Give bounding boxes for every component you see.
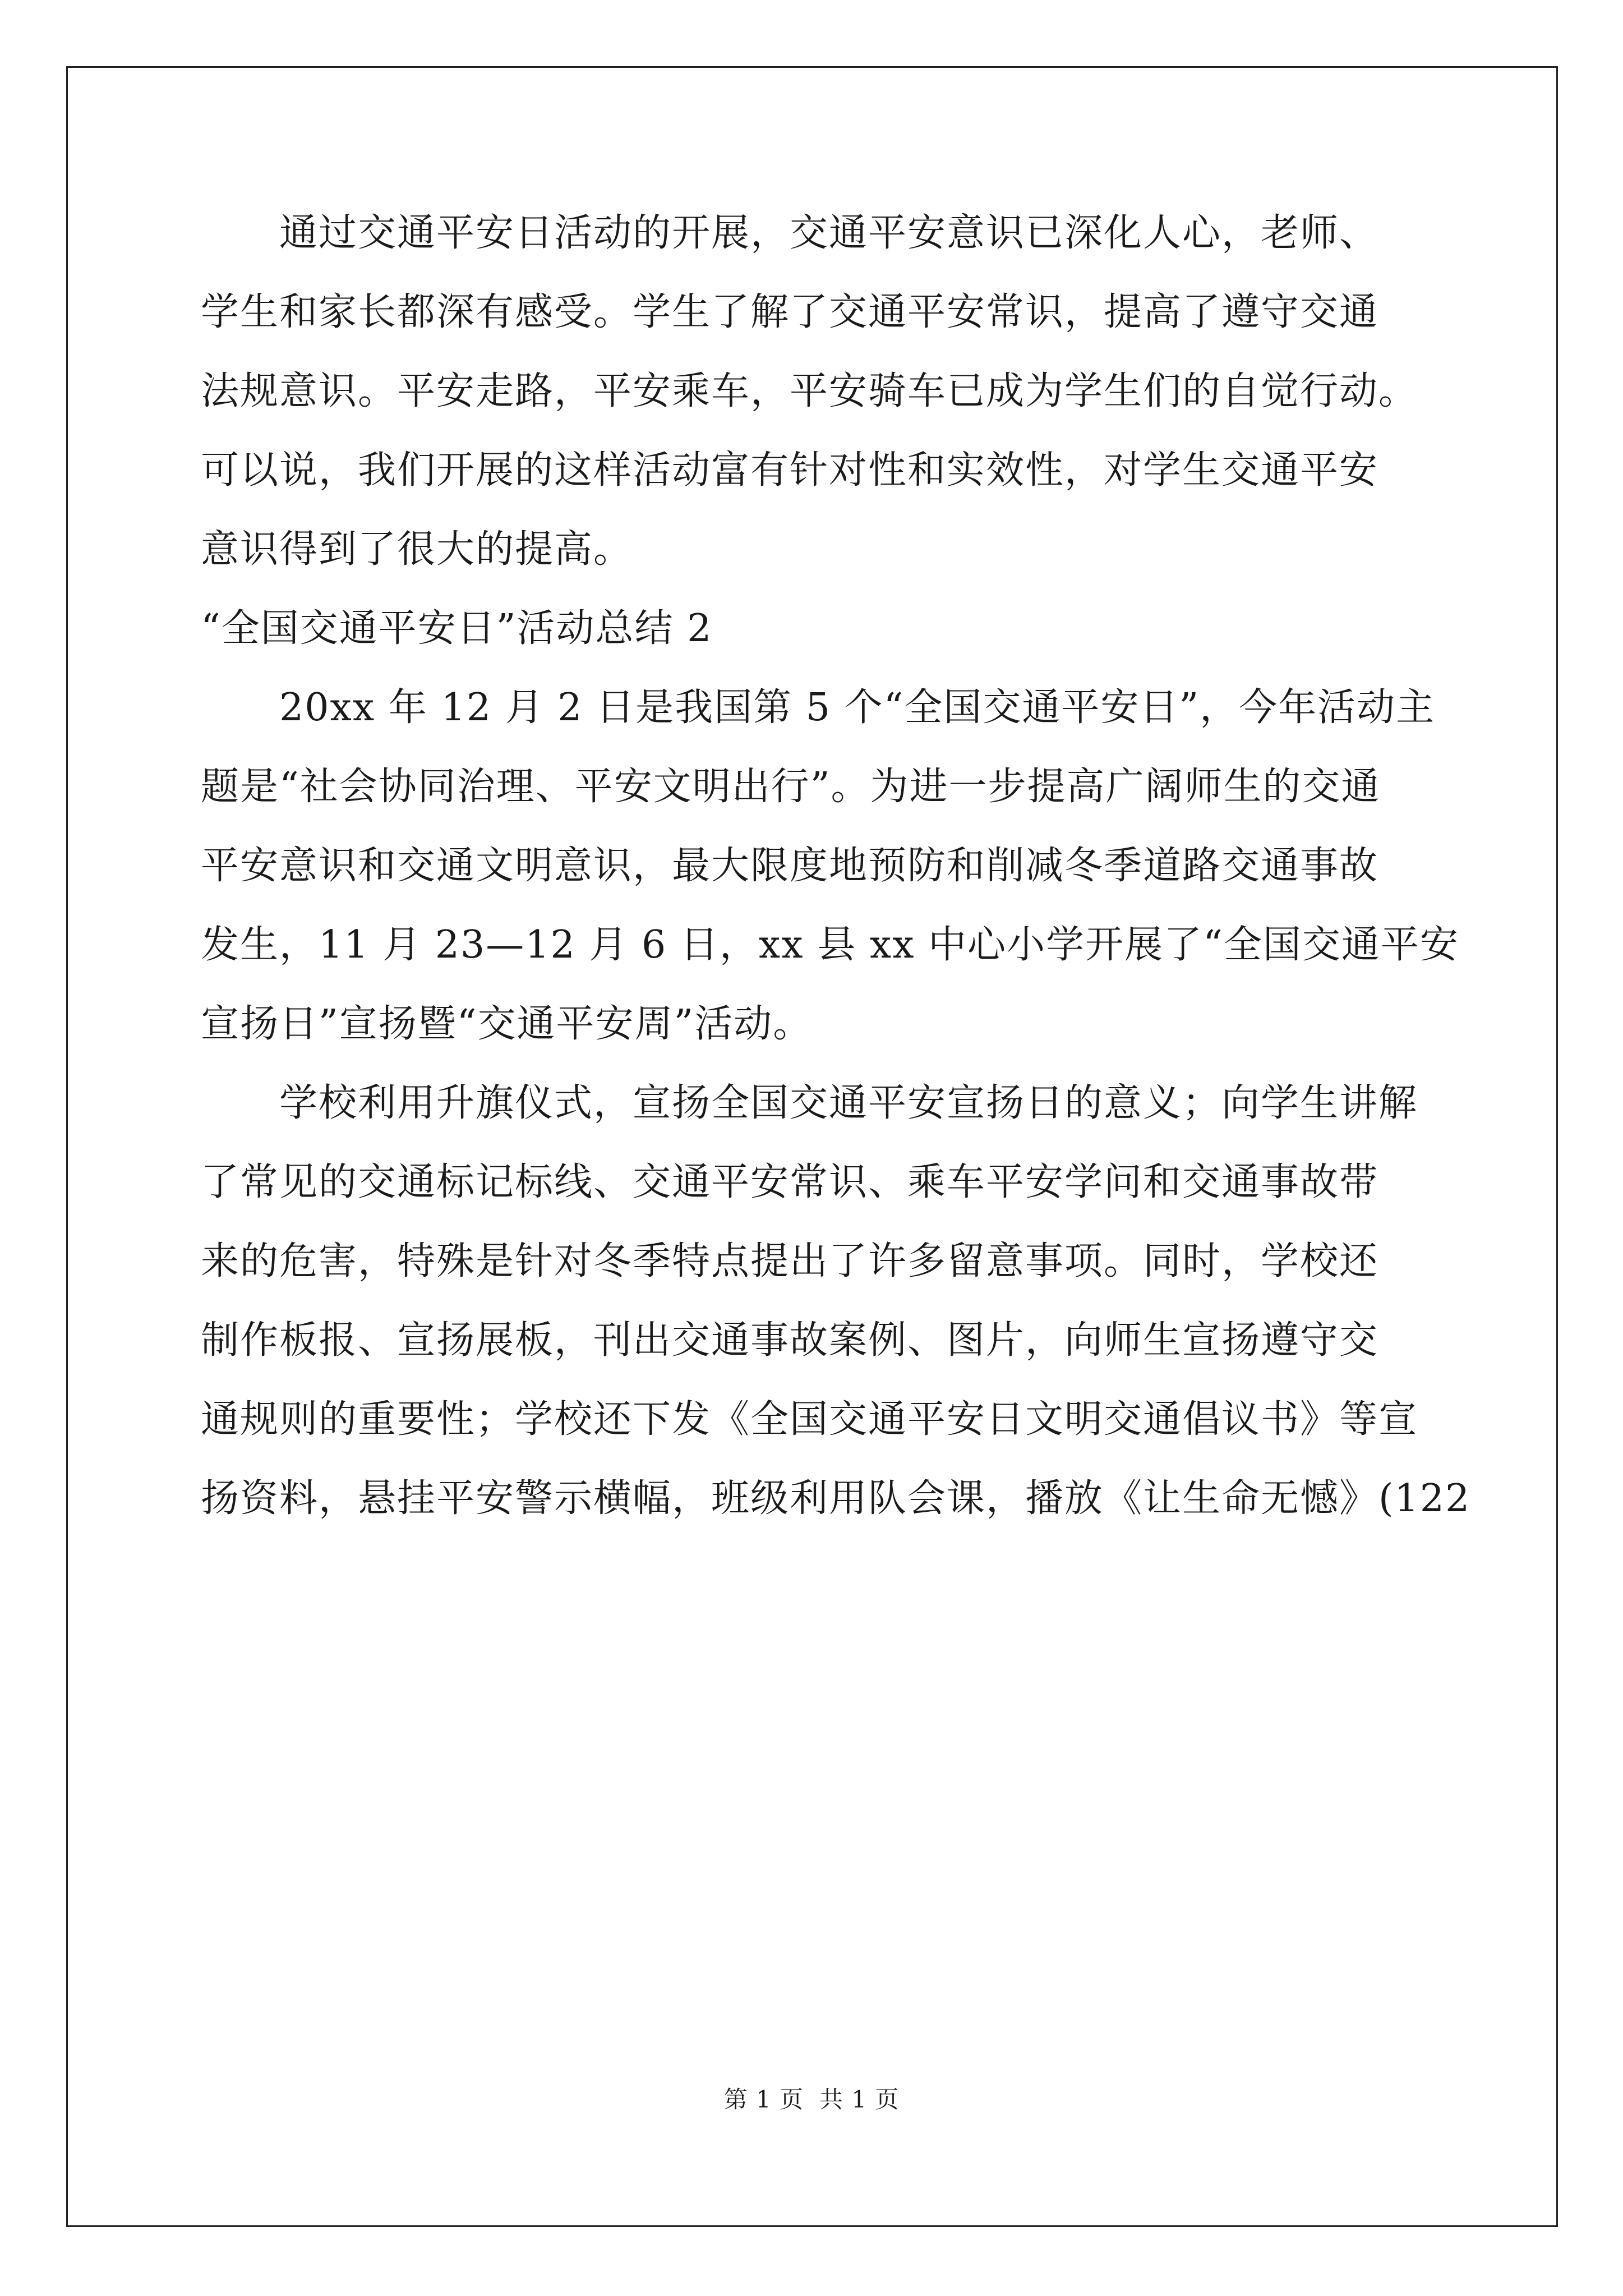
document-body xyxy=(201,194,1471,1538)
text-line: 学校利用升旗仪式，宣扬全国交通平安宣扬日的意义；向学生讲解 xyxy=(279,1081,1418,1125)
text-line: 宣扬日”宣扬暨“交通平安周”活动。 xyxy=(201,1002,813,1046)
text-line: 了常见的交通标记标线、交通平安常识、乘车平安学问和交通事故带 xyxy=(201,1160,1379,1204)
text-line: 平安意识和交通文明意识，最大限度地预防和削减冬季道路交通事故 xyxy=(201,844,1379,888)
page-number: 第 1 页 xyxy=(723,2086,804,2113)
paragraph-3 xyxy=(201,1064,1471,1538)
text-line: 通规则的重要性；学校还下发《全国交通平安日文明交通倡议书》等宣 xyxy=(201,1397,1418,1442)
section-heading: “全国交通平安日”活动总结 2 xyxy=(201,606,713,651)
text-line: 学生和家长都深有感受。学生了解了交通平安常识，提高了遵守交通 xyxy=(201,290,1379,334)
text-line: 题是“社会协同治理、平安文明出行”。为进一步提高广阔师生的交通 xyxy=(201,765,1381,809)
text-line: 制作板报、宣扬展板，刊出交通事故案例、图片，向师生宣扬遵守交 xyxy=(201,1318,1379,1363)
text-line: 来的危害，特殊是针对冬季特点提出了许多留意事项。同时，学校还 xyxy=(201,1239,1379,1283)
text-line: 扬资料，悬挂平安警示横幅，班级利用队会课，播放《让生命无憾》(122 xyxy=(201,1476,1471,1521)
text-line: 发生，11 月 23—12 月 6 日，xx 县 xx 中心小学开展了“全国交通平安 xyxy=(201,923,1459,967)
paragraph-2 xyxy=(201,668,1459,1064)
page-total: 共 1 页 xyxy=(819,2086,900,2113)
page-footer xyxy=(0,2083,1623,2116)
text-line: 可以说，我们开展的这样活动富有针对性和实效性，对学生交通平安 xyxy=(201,448,1379,493)
text-line: 20xx 年 12 月 2 日是我国第 5 个“全国交通平安日”，今年活动主 xyxy=(279,685,1436,730)
paragraph-1 xyxy=(201,194,1435,589)
text-line: 通过交通平安日活动的开展，交通平安意识已深化人心，老师、 xyxy=(279,211,1379,255)
text-line: 法规意识。平安走路，平安乘车，平安骑车已成为学生们的自觉行动。 xyxy=(201,369,1418,413)
text-line: 意识得到了很大的提高。 xyxy=(201,527,633,572)
